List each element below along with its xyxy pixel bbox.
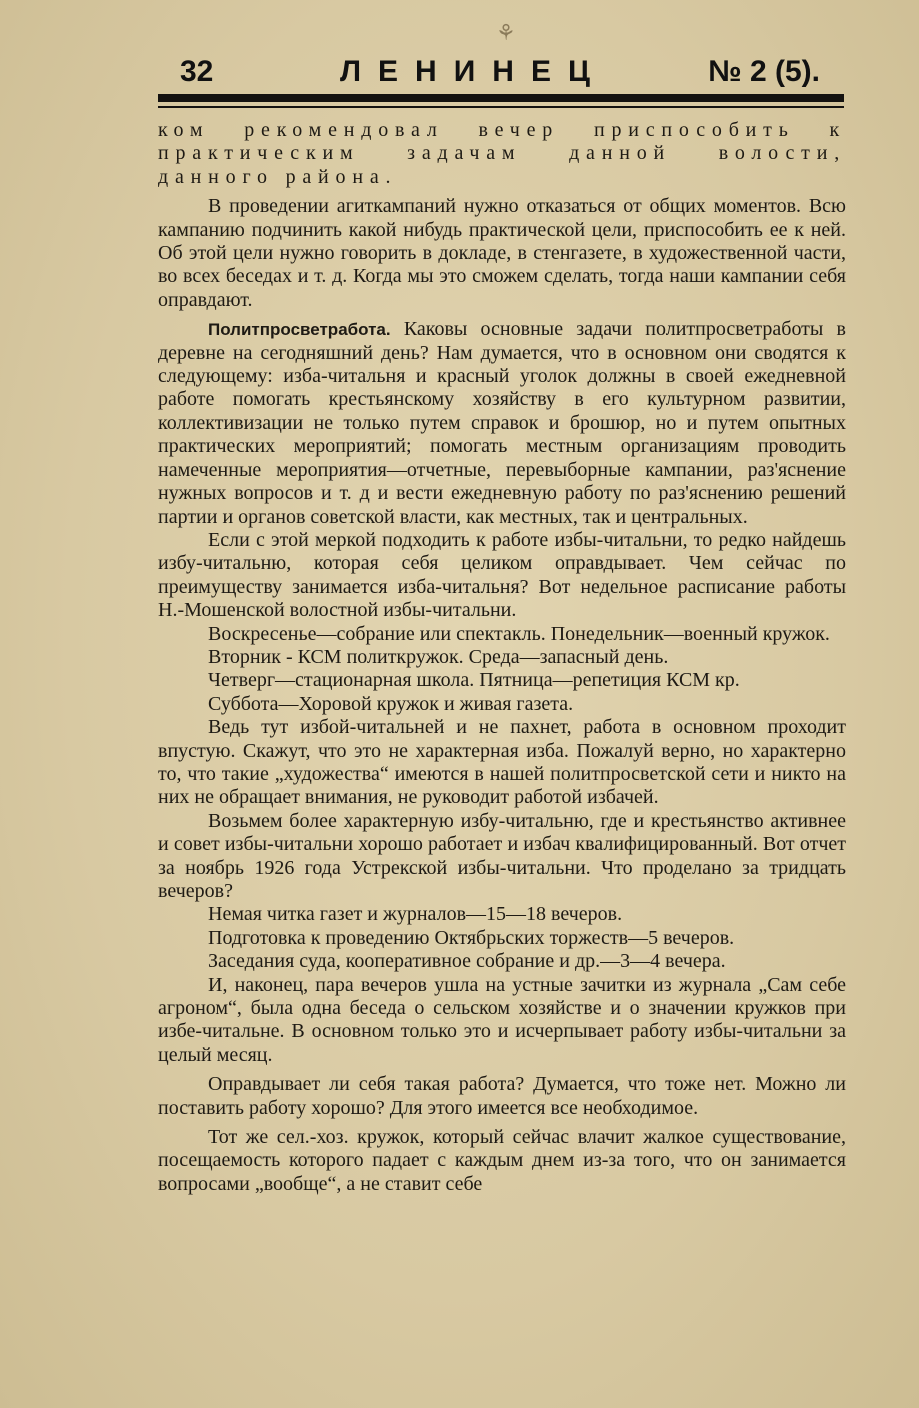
paragraph: ком рекомендовал вечер приспособить к практическим задачам данной волости, данного района. — [158, 119, 846, 188]
paragraph: Возьмем более характерную избу-читальню, где и крестьянство активнее и совет избы-читальни хорошо работает и избач квалифицированный. Вот отчет за ноябрь 1926 года Устрекской избы-читальни. Что проделано за тридцать вечеров? — [158, 809, 846, 902]
header-rule-thin — [158, 106, 844, 108]
paragraph: И, наконец, пара вечеров ушла на устные зачитки из журнала „Сам себе агроном“, была одна беседа о сельском хозяйстве и о значении кружков при избе-читальне. В основном только это и исчерпывает работу избы-читальни за целый месяц. — [158, 973, 846, 1066]
report-line: Немая читка газет и журналов—15—18 вечеров. — [208, 903, 623, 926]
issue-number: № 2 (5). — [708, 55, 820, 88]
paragraph — [158, 318, 846, 529]
page-number: 32 — [180, 55, 214, 88]
paragraph: Воскресенье—собрание или спектакль. Понедельник—военный кружок. — [208, 622, 830, 645]
article-body — [158, 119, 846, 1196]
schedule-line: Вторник - КСМ политкружок. Среда—запасный день. — [208, 645, 669, 668]
schedule-line: Суббота—Хоровой кружок и живая газета. — [208, 692, 574, 715]
paragraph: В проведении агиткампаний нужно отказаться от общих моментов. Всю кампанию подчинить какой нибудь практической цели, приспособить ее к ней. Об этой цели нужно говорить в докладе, в стенгазете, в художественной части, во всех беседах и т. д. Когда мы это сможем сделать, тогда наши кампании себя оправдают. — [158, 195, 846, 311]
report-line: Заседания суда, кооперативное собрание и др.—3—4 вечера. — [208, 950, 726, 973]
ink-mark: ⚘ — [496, 20, 516, 45]
report-line: Подготовка к проведению Октябрьских торжеств—5 вечеров. — [208, 926, 735, 949]
paragraph: Если с этой меркой подходить к работе избы-читальни, то редко найдешь избу-читальню, которая себя целиком оправдывает. Чем сейчас по преимуществу занимается изба-читальня? Вот недельное расписание работы Н.-Мошенской волостной избы-читальни. — [158, 528, 846, 622]
paragraph: Тот же сел.-хоз. кружок, который сейчас влачит жалкое существование, посещаемость которого падает с каждым днем из-за того, что он занимается вопросами „вообще“, а не ставит себе — [158, 1126, 846, 1195]
section-heading: Политпросветработа. — [208, 320, 391, 340]
page-header — [158, 55, 844, 95]
schedule-line: Четверг—стационарная школа. Пятница—репетиция КСМ кр. — [208, 669, 740, 692]
paragraph: Ведь тут избой-читальней и не пахнет, работа в основном проходит впустую. Скажут, что это не характерная изба. Пожалуй верно, но характерно то, что такие „художества“ имеются в нашей политпросветской сети и никто на них не обращает внимания, не руководит работой избачей. — [158, 716, 846, 809]
paragraph: Оправдывает ли себя такая работа? Думается, что тоже нет. Можно ли поставить работу хорошо? Для этого имеется все необходимое. — [158, 1073, 846, 1119]
newspaper-title: ЛЕНИНЕЦ — [340, 55, 607, 88]
header-rule-thick — [158, 94, 844, 102]
paragraph-text: Каковы основные задачи политпросветработы в деревне на сегодняшний день? Нам думается, что в основном они сводятся к следующему: изба-читальня и красный уголок должны в своей ежедневной работе помогать крестьянскому хозяйству в его культурном развитии, коллективизации не только путем справок и брошюр, но и путем опытных практических мероприятий; помогать местным организациям проводить намеченные мероприятия—отчетные, перевыборные кампании, раз'яснение нужных вопросов и т. д и вести ежедневную работу по раз'яснению решений партии и органов советской власти, как местных, так и центральных. — [158, 318, 847, 528]
